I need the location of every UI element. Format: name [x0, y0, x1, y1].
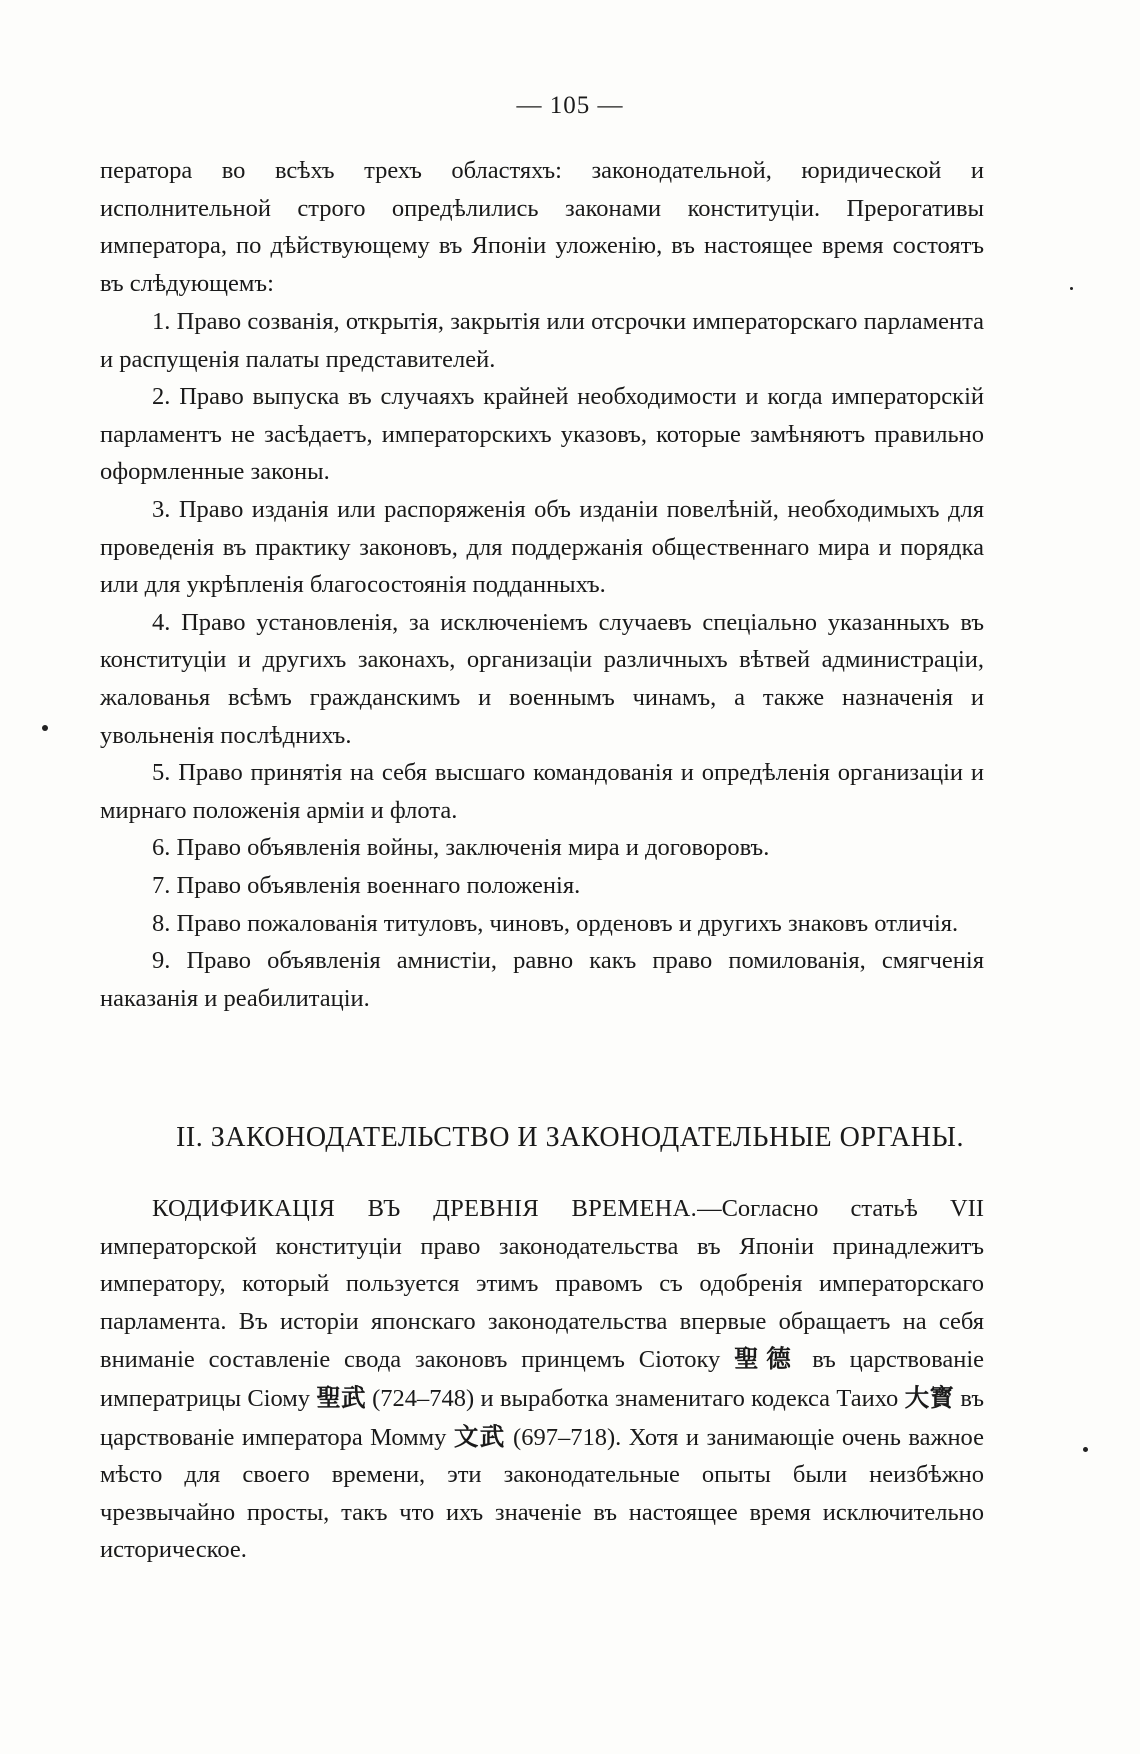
prerogative-item-6: 6. Право объявленія войны, заключенія мира и договоровъ.	[152, 834, 770, 862]
prerogative-item-5: 5. Право принятія на себя высшаго командованія и опредѣленія организаціи и мирнаго положенія арміи и флота.	[100, 759, 984, 824]
prerogative-item-7: 7. Право объявленія военнаго положенія.	[152, 871, 581, 899]
kanji-taiho: 大寳	[904, 1382, 955, 1412]
prerogative-item-3: 3. Право изданія или распоряженія объ изданіи повелѣній, необходимыхъ для проведенія въ практику законовъ, для поддержанія общественнаго мира и порядка или для укрѣпленія благосостоянія подданныхъ.	[100, 495, 984, 599]
scan-speck	[42, 725, 48, 731]
prerogative-item-9: 9. Право объявленія амнистіи, равно какъ право помилованія, смягченія наказанія и реабилитаціи.	[100, 947, 984, 1012]
intro-paragraph: ператора во всѣхъ трехъ областяхъ: законодательной, юридической и исполнительной строго опредѣлились законами конституціи. Прерогативы императора, по дѣйствующему въ Японіи уложенію, въ настоящее время состоятъ въ слѣдующемъ:	[100, 157, 984, 297]
scan-speck	[1070, 287, 1073, 290]
prerogative-item-1: 1. Право созванія, открытія, закрытія или отсрочки императорскаго парламента и распущенія палаты представителей.	[100, 308, 984, 373]
scan-speck	[1083, 1447, 1088, 1452]
codification-paragraph	[100, 1190, 984, 1569]
prerogative-item-2: 2. Право выпуска въ случаяхъ крайней необходимости и когда императорскій парламентъ не засѣдаетъ, императорскихъ указовъ, которые замѣняютъ правильно оформленные законы.	[100, 383, 984, 486]
codification-lead-heading: КОДИФИКАЦІЯ ВЪ ДРЕВНІЯ ВРЕМЕНА.	[152, 1195, 698, 1222]
page-number: — 105 —	[516, 92, 624, 119]
kanji-shotoku: 聖德	[734, 1344, 799, 1374]
codification-text-5: (697–718). Хотя и занимающіе очень важное мѣсто для своего времени, эти законодательные опыты были неизбѣжно чрезвычайно просты, такъ что ихъ значеніе въ настоящее время исключительно историческое.	[100, 1423, 984, 1564]
codification-text-1: —Согласно статьѣ VII императорской конституціи право законодательства въ Японіи принадлежитъ императору, который пользуется этимъ правомъ съ одобренія императорскаго парламента. Въ исторіи японскаго законодательства впервые обращаетъ на себя вниманіе составленіе свода законовъ принцемъ Сіотоку	[100, 1195, 984, 1374]
intro-paragraph-block	[100, 152, 984, 302]
prerogative-item-4: 4. Право установленія, за исключеніемъ случаевъ спеціально указанныхъ въ конституціи и другихъ законахъ, организаціи различныхъ вѣтвей администраціи, жалованья всѣмъ гражданскимъ и военнымъ чинамъ, а также назначенія и увольненія послѣднихъ.	[100, 608, 984, 749]
codification-text-4: въ царствованіе императора Момму	[100, 1384, 985, 1451]
codification-text-3: (724–748) и выработка знаменитаго кодекса Таихо	[365, 1384, 905, 1412]
prerogatives-list	[100, 303, 984, 1017]
prerogative-item-8: 8. Право пожалованія титуловъ, чиновъ, орденовъ и другихъ знаковъ отличія.	[152, 909, 959, 937]
kanji-shomu: 聖武	[316, 1382, 366, 1412]
section-heading: II. ЗАКОНОДАТЕЛЬСТВО И ЗАКОНОДАТЕЛЬНЫЕ ОРГАНЫ.	[176, 1122, 964, 1153]
codification-block	[100, 1190, 984, 1569]
kanji-mommu: 文武	[453, 1421, 506, 1451]
codification-text-2: въ царствованіе императрицы Сіому	[100, 1346, 984, 1412]
